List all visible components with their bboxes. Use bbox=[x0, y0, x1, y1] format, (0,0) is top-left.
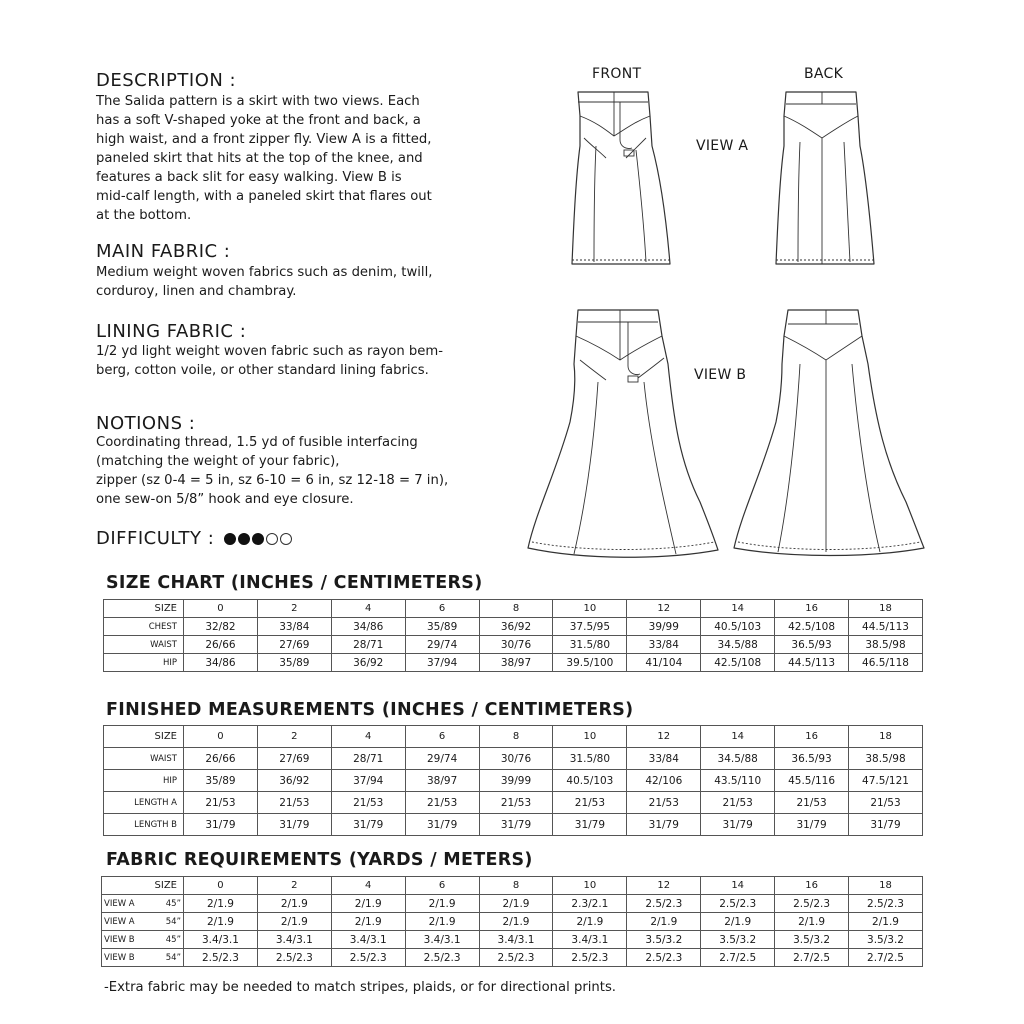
value-cell: 2.7/2.5 bbox=[701, 949, 775, 967]
main-fabric-title: MAIN FABRIC : bbox=[96, 241, 231, 262]
value-cell: 2/1.9 bbox=[331, 913, 405, 931]
view-label-cell: VIEW A bbox=[104, 898, 135, 909]
value-cell: 29/74 bbox=[405, 748, 479, 770]
value-cell: 35/89 bbox=[184, 770, 258, 792]
value-cell: 2/1.9 bbox=[479, 895, 553, 913]
size-header-cell: 8 bbox=[479, 600, 553, 618]
value-cell: 2.5/2.3 bbox=[775, 895, 849, 913]
value-cell: 21/53 bbox=[184, 792, 258, 814]
size-header-cell: 0 bbox=[184, 877, 258, 895]
header-label-cell: SIZE bbox=[104, 726, 184, 748]
table-row bbox=[104, 618, 923, 636]
table-header-row bbox=[102, 877, 923, 895]
value-cell: 42.5/108 bbox=[701, 654, 775, 672]
value-cell: 27/69 bbox=[257, 636, 331, 654]
table-row bbox=[102, 949, 923, 967]
value-cell: 2/1.9 bbox=[184, 895, 258, 913]
view-a-label: VIEW A bbox=[696, 138, 749, 154]
value-cell: 38.5/98 bbox=[849, 748, 923, 770]
value-cell: 2/1.9 bbox=[331, 895, 405, 913]
value-cell: 2/1.9 bbox=[479, 913, 553, 931]
view-label-cell: VIEW A bbox=[104, 916, 135, 927]
description-line: The Salida pattern is a skirt with two views. Each bbox=[96, 94, 420, 109]
size-header-cell: 16 bbox=[775, 600, 849, 618]
value-cell: 21/53 bbox=[331, 792, 405, 814]
main-fabric-line: corduroy, linen and chambray. bbox=[96, 284, 297, 299]
value-cell: 28/71 bbox=[331, 636, 405, 654]
size-header-cell: 18 bbox=[849, 726, 923, 748]
value-cell: 3.5/3.2 bbox=[849, 931, 923, 949]
value-cell: 2/1.9 bbox=[405, 895, 479, 913]
value-cell: 2/1.9 bbox=[257, 895, 331, 913]
value-cell: 3.4/3.1 bbox=[553, 931, 627, 949]
value-cell: 34/86 bbox=[184, 654, 258, 672]
row-label-cell: CHEST bbox=[104, 618, 184, 636]
value-cell: 44.5/113 bbox=[849, 618, 923, 636]
view-a-back-illustration bbox=[770, 86, 890, 270]
row-label-cell bbox=[102, 913, 184, 931]
size-header-cell: 16 bbox=[775, 726, 849, 748]
value-cell: 27/69 bbox=[257, 748, 331, 770]
size-header-cell: 2 bbox=[257, 726, 331, 748]
row-label-cell bbox=[102, 949, 184, 967]
value-cell: 2.3/2.1 bbox=[553, 895, 627, 913]
description-line: at the bottom. bbox=[96, 208, 192, 223]
size-header-cell: 12 bbox=[627, 726, 701, 748]
value-cell: 2/1.9 bbox=[775, 913, 849, 931]
row-label-pair bbox=[104, 953, 181, 963]
row-label-cell bbox=[102, 931, 184, 949]
value-cell: 2.5/2.3 bbox=[331, 949, 405, 967]
value-cell: 31.5/80 bbox=[553, 748, 627, 770]
value-cell: 29/74 bbox=[405, 636, 479, 654]
value-cell: 39/99 bbox=[627, 618, 701, 636]
size-header-cell: 4 bbox=[331, 600, 405, 618]
row-label-pair bbox=[104, 899, 181, 909]
row-label-pair bbox=[104, 917, 181, 927]
table-row bbox=[104, 770, 923, 792]
value-cell: 39.5/100 bbox=[553, 654, 627, 672]
value-cell: 30/76 bbox=[479, 748, 553, 770]
size-header-cell: 10 bbox=[553, 877, 627, 895]
value-cell: 31/79 bbox=[405, 814, 479, 836]
value-cell: 21/53 bbox=[553, 792, 627, 814]
value-cell: 31/79 bbox=[775, 814, 849, 836]
difficulty-dots bbox=[222, 533, 292, 545]
size-header-cell: 0 bbox=[184, 600, 258, 618]
lining-fabric-line: berg, cotton voile, or other standard lining fabrics. bbox=[96, 363, 429, 378]
value-cell: 2.5/2.3 bbox=[405, 949, 479, 967]
value-cell: 2.5/2.3 bbox=[479, 949, 553, 967]
description-line: mid-calf length, with a paneled skirt that flares out bbox=[96, 189, 432, 204]
size-header-cell: 2 bbox=[257, 600, 331, 618]
difficulty-label: DIFFICULTY : bbox=[96, 528, 215, 549]
value-cell: 37/94 bbox=[331, 770, 405, 792]
size-header-cell: 12 bbox=[627, 877, 701, 895]
value-cell: 2.5/2.3 bbox=[553, 949, 627, 967]
value-cell: 33/84 bbox=[627, 748, 701, 770]
value-cell: 2/1.9 bbox=[701, 913, 775, 931]
notions-line: Coordinating thread, 1.5 yd of fusible interfacing bbox=[96, 435, 418, 450]
size-header-cell: 6 bbox=[405, 877, 479, 895]
fabric-width-cell: 54” bbox=[165, 916, 181, 927]
size-header-cell: 18 bbox=[849, 600, 923, 618]
difficulty-dot-empty bbox=[266, 533, 278, 545]
description-body bbox=[96, 92, 516, 225]
table-header-row bbox=[104, 726, 923, 748]
value-cell: 2.5/2.3 bbox=[184, 949, 258, 967]
value-cell: 2.5/2.3 bbox=[627, 895, 701, 913]
value-cell: 3.5/3.2 bbox=[627, 931, 701, 949]
table-row bbox=[104, 792, 923, 814]
size-header-cell: 0 bbox=[184, 726, 258, 748]
value-cell: 32/82 bbox=[184, 618, 258, 636]
value-cell: 3.4/3.1 bbox=[479, 931, 553, 949]
size-header-cell: 10 bbox=[553, 600, 627, 618]
description-line: paneled skirt that hits at the top of the knee, and bbox=[96, 151, 423, 166]
difficulty-dot-filled bbox=[252, 533, 264, 545]
size-header-cell: 4 bbox=[331, 726, 405, 748]
main-fabric-line: Medium weight woven fabrics such as denim, twill, bbox=[96, 265, 433, 280]
row-label-cell: HIP bbox=[104, 770, 184, 792]
value-cell: 21/53 bbox=[701, 792, 775, 814]
table-row bbox=[104, 654, 923, 672]
value-cell: 36/92 bbox=[479, 618, 553, 636]
row-label-cell: HIP bbox=[104, 654, 184, 672]
value-cell: 31/79 bbox=[553, 814, 627, 836]
value-cell: 34/86 bbox=[331, 618, 405, 636]
value-cell: 21/53 bbox=[849, 792, 923, 814]
value-cell: 42/106 bbox=[627, 770, 701, 792]
value-cell: 33/84 bbox=[627, 636, 701, 654]
value-cell: 33/84 bbox=[257, 618, 331, 636]
notions-title: NOTIONS : bbox=[96, 413, 196, 434]
value-cell: 21/53 bbox=[627, 792, 701, 814]
table-row bbox=[102, 931, 923, 949]
notions-line: (matching the weight of your fabric), bbox=[96, 454, 340, 469]
value-cell: 31/79 bbox=[331, 814, 405, 836]
table-row bbox=[104, 636, 923, 654]
value-cell: 37/94 bbox=[405, 654, 479, 672]
value-cell: 36.5/93 bbox=[775, 748, 849, 770]
value-cell: 31/79 bbox=[479, 814, 553, 836]
view-a-front-illustration bbox=[566, 86, 686, 270]
value-cell: 2/1.9 bbox=[553, 913, 627, 931]
value-cell: 36/92 bbox=[331, 654, 405, 672]
view-b-front-illustration bbox=[524, 302, 724, 558]
description-line: has a soft V-shaped yoke at the front and back, a bbox=[96, 113, 421, 128]
value-cell: 35/89 bbox=[257, 654, 331, 672]
value-cell: 43.5/110 bbox=[701, 770, 775, 792]
size-header-cell: 2 bbox=[257, 877, 331, 895]
view-label-cell: VIEW B bbox=[104, 934, 135, 945]
value-cell: 2.7/2.5 bbox=[775, 949, 849, 967]
table-row bbox=[104, 748, 923, 770]
view-b-back-illustration bbox=[730, 302, 930, 558]
value-cell: 3.5/3.2 bbox=[701, 931, 775, 949]
size-header-cell: 8 bbox=[479, 726, 553, 748]
notions-line: one sew-on 5/8” hook and eye closure. bbox=[96, 492, 354, 507]
size-header-cell: 8 bbox=[479, 877, 553, 895]
value-cell: 31/79 bbox=[701, 814, 775, 836]
value-cell: 31/79 bbox=[257, 814, 331, 836]
fabric-requirements-table bbox=[101, 876, 923, 967]
back-label: BACK bbox=[804, 66, 844, 82]
value-cell: 3.4/3.1 bbox=[331, 931, 405, 949]
value-cell: 40.5/103 bbox=[701, 618, 775, 636]
size-chart-table bbox=[103, 599, 923, 672]
value-cell: 38/97 bbox=[405, 770, 479, 792]
value-cell: 3.4/3.1 bbox=[405, 931, 479, 949]
value-cell: 41/104 bbox=[627, 654, 701, 672]
size-header-cell: 10 bbox=[553, 726, 627, 748]
finished-measurements-title: FINISHED MEASUREMENTS (INCHES / CENTIMETERS) bbox=[106, 700, 634, 720]
footnote: -Extra fabric may be needed to match stripes, plaids, or for directional prints. bbox=[104, 980, 617, 995]
row-label-cell bbox=[102, 895, 184, 913]
value-cell: 30/76 bbox=[479, 636, 553, 654]
size-header-cell: 6 bbox=[405, 600, 479, 618]
front-label: FRONT bbox=[592, 66, 642, 82]
size-chart-title: SIZE CHART (INCHES / CENTIMETERS) bbox=[106, 573, 483, 593]
value-cell: 31/79 bbox=[184, 814, 258, 836]
table-header-row bbox=[104, 600, 923, 618]
value-cell: 31/79 bbox=[627, 814, 701, 836]
size-header-cell: 4 bbox=[331, 877, 405, 895]
value-cell: 36.5/93 bbox=[775, 636, 849, 654]
size-header-cell: 6 bbox=[405, 726, 479, 748]
table-row bbox=[104, 814, 923, 836]
fabric-width-cell: 54” bbox=[165, 952, 181, 963]
header-label-cell: SIZE bbox=[102, 877, 184, 895]
finished-measurements-table bbox=[103, 725, 923, 836]
value-cell: 34.5/88 bbox=[701, 636, 775, 654]
view-b-label: VIEW B bbox=[694, 367, 747, 383]
main-fabric-body bbox=[96, 263, 516, 301]
row-label-cell: WAIST bbox=[104, 636, 184, 654]
description-line: high waist, and a front zipper fly. View A is a fitted, bbox=[96, 132, 432, 147]
value-cell: 2.5/2.3 bbox=[701, 895, 775, 913]
value-cell: 21/53 bbox=[257, 792, 331, 814]
value-cell: 2.5/2.3 bbox=[627, 949, 701, 967]
size-header-cell: 18 bbox=[849, 877, 923, 895]
value-cell: 3.5/3.2 bbox=[775, 931, 849, 949]
value-cell: 35/89 bbox=[405, 618, 479, 636]
value-cell: 38.5/98 bbox=[849, 636, 923, 654]
value-cell: 3.4/3.1 bbox=[184, 931, 258, 949]
value-cell: 28/71 bbox=[331, 748, 405, 770]
value-cell: 37.5/95 bbox=[553, 618, 627, 636]
lining-fabric-title: LINING FABRIC : bbox=[96, 321, 247, 342]
value-cell: 2.7/2.5 bbox=[849, 949, 923, 967]
row-label-cell: LENGTH B bbox=[104, 814, 184, 836]
value-cell: 21/53 bbox=[405, 792, 479, 814]
view-label-cell: VIEW B bbox=[104, 952, 135, 963]
value-cell: 26/66 bbox=[184, 636, 258, 654]
description-line: features a back slit for easy walking. View B is bbox=[96, 170, 402, 185]
value-cell: 2.5/2.3 bbox=[257, 949, 331, 967]
value-cell: 2/1.9 bbox=[627, 913, 701, 931]
row-label-cell: LENGTH A bbox=[104, 792, 184, 814]
size-header-cell: 16 bbox=[775, 877, 849, 895]
lining-fabric-body bbox=[96, 342, 516, 380]
value-cell: 21/53 bbox=[775, 792, 849, 814]
value-cell: 46.5/118 bbox=[849, 654, 923, 672]
value-cell: 2/1.9 bbox=[405, 913, 479, 931]
value-cell: 2/1.9 bbox=[184, 913, 258, 931]
notions-body bbox=[96, 433, 516, 509]
notions-line: zipper (sz 0-4 = 5 in, sz 6-10 = 6 in, sz 12-18 = 7 in), bbox=[96, 473, 449, 488]
value-cell: 2/1.9 bbox=[849, 913, 923, 931]
row-label-cell: WAIST bbox=[104, 748, 184, 770]
difficulty-rating bbox=[96, 528, 292, 549]
value-cell: 3.4/3.1 bbox=[257, 931, 331, 949]
difficulty-dot-empty bbox=[280, 533, 292, 545]
value-cell: 21/53 bbox=[479, 792, 553, 814]
value-cell: 38/97 bbox=[479, 654, 553, 672]
value-cell: 2/1.9 bbox=[257, 913, 331, 931]
fabric-requirements-title: FABRIC REQUIREMENTS (YARDS / METERS) bbox=[106, 850, 533, 870]
value-cell: 34.5/88 bbox=[701, 748, 775, 770]
value-cell: 40.5/103 bbox=[553, 770, 627, 792]
value-cell: 36/92 bbox=[257, 770, 331, 792]
difficulty-dot-filled bbox=[224, 533, 236, 545]
table-row bbox=[102, 895, 923, 913]
value-cell: 31/79 bbox=[849, 814, 923, 836]
size-header-cell: 14 bbox=[701, 877, 775, 895]
fabric-width-cell: 45” bbox=[165, 934, 181, 945]
description-title: DESCRIPTION : bbox=[96, 70, 237, 91]
value-cell: 47.5/121 bbox=[849, 770, 923, 792]
lining-fabric-line: 1/2 yd light weight woven fabric such as rayon bem- bbox=[96, 344, 443, 359]
value-cell: 31.5/80 bbox=[553, 636, 627, 654]
value-cell: 44.5/113 bbox=[775, 654, 849, 672]
difficulty-dot-filled bbox=[238, 533, 250, 545]
fabric-width-cell: 45” bbox=[165, 898, 181, 909]
size-header-cell: 12 bbox=[627, 600, 701, 618]
value-cell: 39/99 bbox=[479, 770, 553, 792]
header-label-cell: SIZE bbox=[104, 600, 184, 618]
row-label-pair bbox=[104, 935, 181, 945]
value-cell: 2.5/2.3 bbox=[849, 895, 923, 913]
value-cell: 26/66 bbox=[184, 748, 258, 770]
size-header-cell: 14 bbox=[701, 600, 775, 618]
value-cell: 42.5/108 bbox=[775, 618, 849, 636]
size-header-cell: 14 bbox=[701, 726, 775, 748]
value-cell: 45.5/116 bbox=[775, 770, 849, 792]
table-row bbox=[102, 913, 923, 931]
